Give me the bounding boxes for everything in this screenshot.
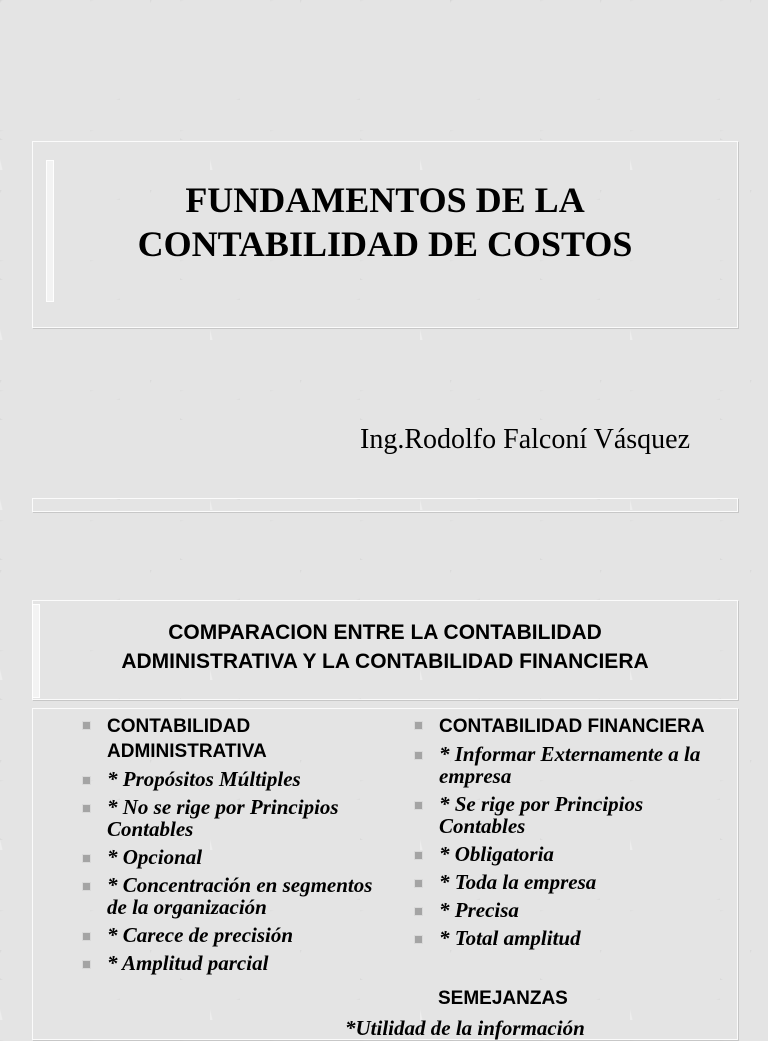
list-item-text: * Total amplitud [439,926,581,950]
author-frame [32,498,738,512]
square-bullet-icon [82,932,91,941]
list-item [414,843,734,865]
comparison-heading-line-1: COMPARACION ENTRE LA CONTABILIDAD [168,621,602,644]
square-bullet-icon [414,721,423,730]
semejanzas-label: SEMEJANZAS [438,988,568,1009]
square-bullet-icon [414,907,423,916]
list-item [82,952,382,974]
square-bullet-icon [82,804,91,813]
list-item [82,768,382,790]
right-column-header [414,714,734,739]
list-item [414,793,734,837]
slide-title-line-2: CONTABILIDAD DE COSTOS [137,224,633,264]
slide-1 [0,0,768,520]
square-bullet-icon [82,776,91,785]
list-item-text: * Toda la empresa [439,870,597,894]
list-item-text: * Obligatoria [439,842,554,866]
square-bullet-icon [82,882,91,891]
square-bullet-icon [414,801,423,810]
list-item [414,743,734,787]
left-column-header-text: CONTABILIDAD ADMINISTRATIVA [107,716,267,762]
list-item-text: * Precisa [439,898,519,922]
list-item-text: * No se rige por Principios Contables [107,795,339,841]
slide-title [40,178,730,266]
list-item-text: * Se rige por Principios Contables [439,792,644,838]
square-bullet-icon [414,751,423,760]
author-name: Ing.Rodolfo Falconí Vásquez [360,424,690,455]
list-item-text: * Amplitud parcial [107,951,269,975]
square-bullet-icon [414,879,423,888]
list-item [82,924,382,946]
square-bullet-icon [414,851,423,860]
slide-title-line-1: FUNDAMENTOS DE LA [185,180,585,220]
square-bullet-icon [82,854,91,863]
square-bullet-icon [82,721,91,730]
right-column-header-text: CONTABILIDAD FINANCIERA [439,716,705,737]
comparison-heading [40,618,730,676]
square-bullet-icon [414,935,423,944]
list-item [82,846,382,868]
list-item-text: * Carece de precisión [107,923,294,947]
list-item [414,899,734,921]
list-item [82,796,382,840]
list-item-text: * Informar Externamente a la empresa [439,742,701,788]
left-column-header [82,714,382,764]
list-item-text: * Opcional [107,845,203,869]
list-item [414,927,734,949]
comparison-heading-line-2: ADMINISTRATIVA Y LA CONTABILIDAD FINANCIERA [121,650,649,673]
square-bullet-icon [82,960,91,969]
heading-accent-bar [32,604,40,698]
list-item [82,874,382,918]
partial-line: *Utilidad de la información [345,1016,585,1040]
list-item-text: * Propósitos Múltiples [107,767,301,791]
left-column-list [82,714,382,980]
list-item [414,871,734,893]
list-item-text: * Concentración en segmentos de la organización [107,873,373,919]
right-column-list [414,714,734,955]
